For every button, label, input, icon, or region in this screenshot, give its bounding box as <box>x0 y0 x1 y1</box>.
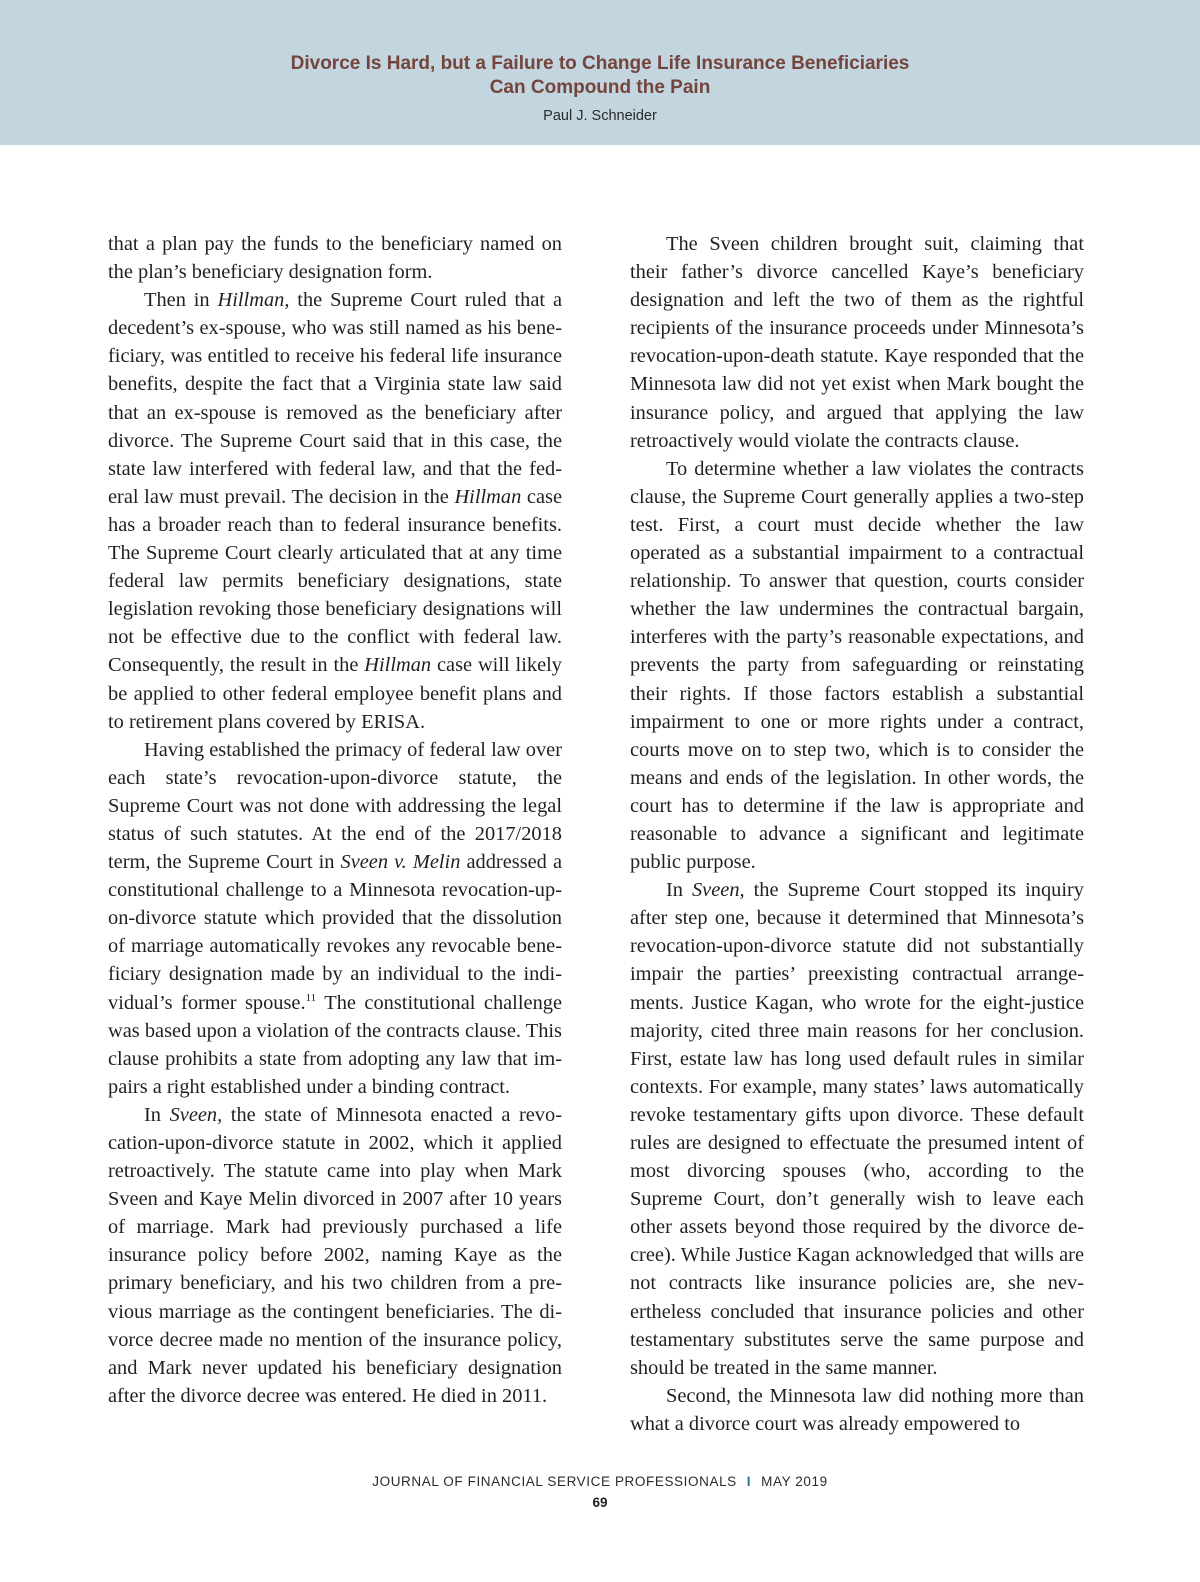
header-banner <box>0 0 1200 145</box>
issue-date: MAY 2019 <box>761 1474 828 1489</box>
text-run: case has a broader reach than to federal insurance benefits. The Supreme Court clearly articulated that at any time federal law permits beneficiary designations, state legislation revoking those beneficiary designations will not be effective due to the conflict with federal law. Consequently, the result in the <box>108 485 562 677</box>
right-paragraph-1: The Sveen children brought suit, claiming that their father’s divorce cancelled Kaye’s beneficiary designation and left the two of them as the rightful recipients of the insurance proceeds under Minnesota’s revocation-upon-death statute. Kaye responded that the Minnesota law did not yet exist when Mark bought the insurance policy, and argued that applying the law retroactively would violate the contracts clause. <box>630 233 1084 452</box>
left-paragraph-4 <box>108 1101 562 1410</box>
case-name-hillman: Hillman <box>454 485 522 508</box>
case-name-sveen: Sveen, <box>169 1103 223 1126</box>
footer-separator: I <box>746 1474 752 1489</box>
right-paragraph-2: To determine whether a law violates the contracts clause, the Supreme Court generally applies a two-step test. First, a court must decide whether the law operated as a substantial impairment to a contractual relationship. To answer that question, courts consider whether the law undermines the contractual bargain, interferes with the party’s reasonable expectations, and prevents the party from safeguarding or reinstating their rights. If those factors establish a substantial impairment to one or more rights under a contract, courts move on to step two, which is to consider the means and ends of the legislation. In other words, the court has to determine if the law is appropriate and reasonable to advance a significant and legitimate public purpose. <box>630 457 1084 874</box>
text-run: case will likely be applied to other federal employee benefit plans and to retirement plans covered by ERISA. <box>108 654 562 733</box>
case-name-hillman: Hillman, <box>217 289 290 312</box>
right-column <box>630 230 1084 1438</box>
text-run: Having established the primacy of federal law over each state’s revocation-upon-divorce statute, the Supreme Court was not done with addressing the legal status of such statutes. At the end of the 2017/2018 term, the Supreme Court in <box>108 738 562 874</box>
case-name-sveen-v-melin: Sveen v. Melin <box>340 851 461 874</box>
right-paragraph-3 <box>630 876 1084 1382</box>
text-run: The constitutional challenge was based upon a violation of the contracts clause. This clause prohibits a state from adopting any law that impairs a right established under a binding contract. <box>108 991 563 1098</box>
left-column <box>108 230 562 1410</box>
page-footer <box>0 1474 1200 1510</box>
text-run: the Supreme Court ruled that a decedent’s ex-spouse, who was still named as his beneficiary, was entitled to receive his federal life insurance benefits, despite the fact that a Virginia state law said that an ex-spouse is removed as the beneficiary after divorce. The Supreme Court said that in this case, the state law interfered with federal law, and that the federal law must prevail. The decision in the <box>108 289 563 508</box>
text-run: Then in <box>144 289 218 312</box>
journal-name: JOURNAL OF FINANCIAL SERVICE PROFESSIONALS <box>372 1474 737 1489</box>
text-run: the state of Minnesota enacted a revocation-upon-divorce statute in 2002, which it applied retroactively. The statute came into play when Mark Sveen and Kaye Melin divorced in 2007 after 10 years of marriage. Mark had previously purchased a life insurance policy before 2002, naming Kaye as the primary beneficiary, and his two children from a previous marriage as the contingent beneficiaries. The divorce decree made no mention of the insurance policy, and Mark never updated his beneficiary designation after the divorce decree was entered. He died in 2011. <box>108 1103 562 1407</box>
article-title-line-1: Divorce Is Hard, but a Failure to Change Life Insurance Beneficiaries <box>290 53 910 74</box>
text-run: the Supreme Court stopped its inquiry after step one, because it determined that Minnesota’s revocation-upon-divorce statute did not substantially impair the parties’ preexisting contractual arrangements. Justice Kagan, who wrote for the eight-justice majority, cited three main reasons for her conclusion. First, estate law has long used default rules in similar contexts. For example, many states’ laws automatically revoke testamentary gifts upon divorce. These default rules are designed to effectuate the presumed intent of most divorcing spouses (who, according to the Supreme Court, don’t generally wish to leave each other assets beyond those required by the divorce decree). While Justice Kagan acknowledged that wills are not contracts like insurance policies are, she nevertheless concluded that insurance policies and other testamentary substitutes serve the same purpose and should be treated in the same manner. <box>630 879 1084 1379</box>
left-paragraph-3 <box>108 736 562 1101</box>
article-title-line-2: Can Compound the Pain <box>489 77 711 98</box>
left-paragraph-2 <box>108 286 562 736</box>
right-paragraph-4: Second, the Minnesota law did nothing more than what a divorce court was already empowered to <box>630 1384 1084 1435</box>
text-run: In <box>666 879 692 902</box>
footnote-reference: 11 <box>305 991 317 1004</box>
article-title <box>0 52 1200 100</box>
left-paragraph-1: that a plan pay the funds to the beneficiary named on the plan’s beneficiary designation form. <box>108 233 562 284</box>
article-author: Paul J. Schneider <box>543 108 657 124</box>
page-number: 69 <box>592 1495 608 1510</box>
text-run: In <box>144 1103 170 1126</box>
footer-journal-line <box>0 1474 1200 1489</box>
text-run: addressed a constitutional challenge to a Minnesota revocation-upon-divorce statute which provided that the dissolution of marriage automatically revokes any revocable beneficiary designation made by an individual to the individual’s former spouse. <box>108 851 562 1014</box>
case-name-sveen: Sveen, <box>691 879 745 902</box>
case-name-hillman: Hillman <box>364 654 432 677</box>
